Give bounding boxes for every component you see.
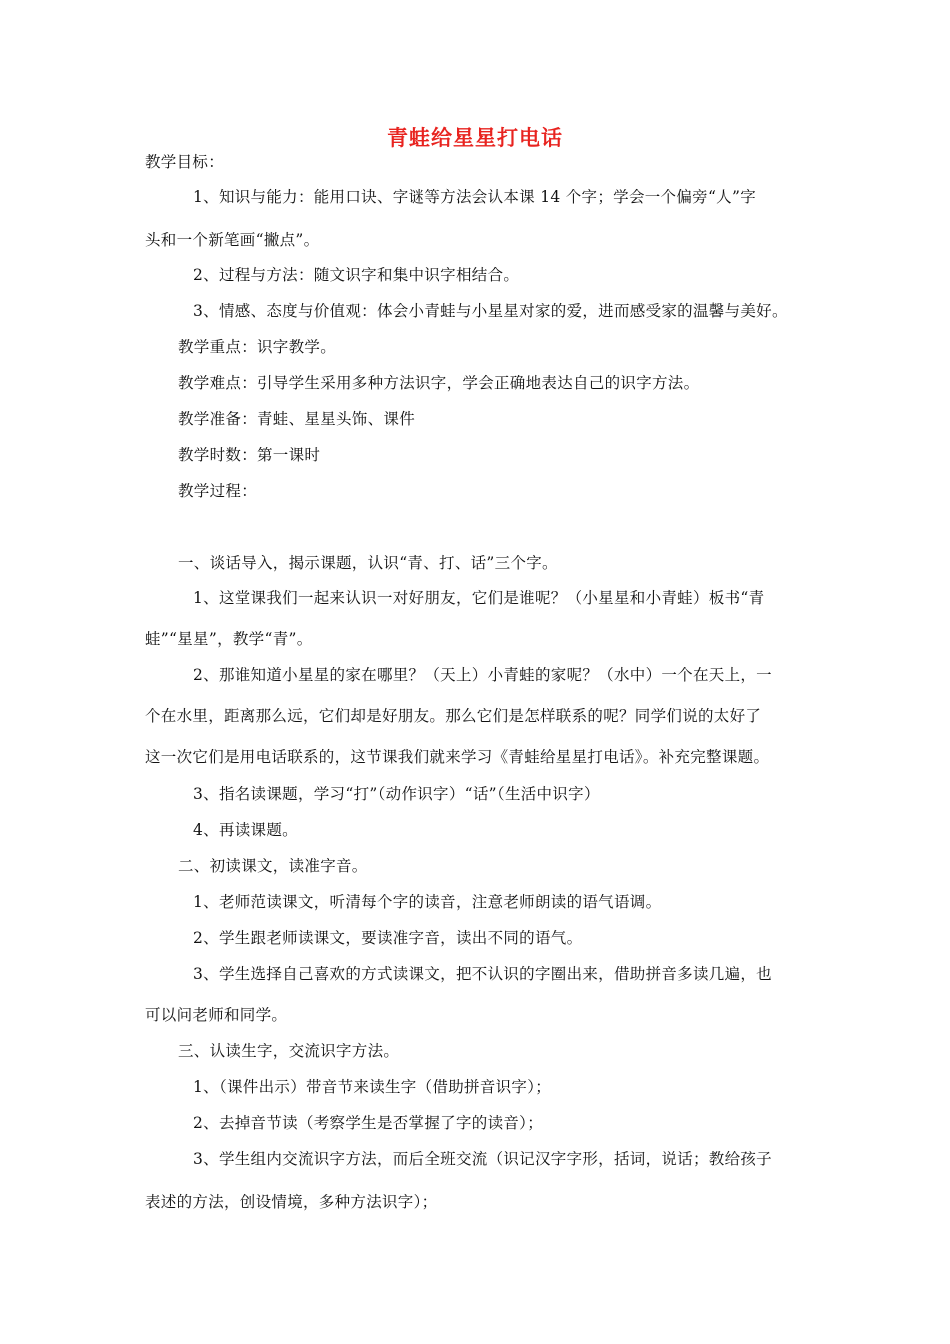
- text-line: 3、情感、态度与价值观：体会小青蛙与小星星对家的爱，进而感受家的温馨与美好。: [193, 302, 788, 320]
- text-line: 教学目标：: [145, 153, 225, 171]
- text-line: 二、初读课文，读准字音。: [178, 857, 368, 875]
- text-line: 表述的方法，创设情境，多种方法识字）；: [145, 1193, 438, 1211]
- text-line: 教学难点：引导学生采用多种方法识字，学会正确地表达自己的识字方法。: [178, 374, 700, 392]
- text-line: 教学重点：识字教学。: [178, 338, 337, 356]
- text-line: 2、那谁知道小星星的家在哪里？（天上）小青蛙的家呢？（水中）一个在天上，一: [193, 666, 772, 684]
- text-line: 可以问老师和同学。: [145, 1006, 288, 1024]
- text-line: 个在水里，距离那么远，它们却是好朋友。那么它们是怎样联系的呢？同学们说的太好了: [145, 707, 762, 725]
- text-line: 3、指名读课题，学习“打”（动作识字）“话”（生活中识字）: [193, 785, 600, 803]
- text-line: 2、去掉音节读（考察学生是否掌握了字的读音）；: [193, 1114, 544, 1132]
- text-line: 头和一个新笔画“撇点”。: [145, 231, 320, 249]
- text-line: 1、（课件出示）带音节来读生字（借助拼音识字）；: [193, 1078, 552, 1096]
- text-line: 1、这堂课我们一起来认识一对好朋友，它们是谁呢？（小星星和小青蛙）板书“青: [193, 589, 765, 607]
- text-line: 4、再读课题。: [193, 821, 298, 839]
- text-line: 1、老师范读课文，听清每个字的读音，注意老师朗读的语气语调。: [193, 893, 662, 911]
- text-line: 教学时数：第一课时: [178, 446, 321, 464]
- text-line: 一、谈话导入，揭示课题，认识“青、打、话”三个字。: [178, 554, 558, 572]
- document-title: 青蛙给星星打电话: [387, 125, 563, 150]
- text-line: 1、知识与能力：能用口诀、字谜等方法会认本课 14 个字；学会一个偏旁“人”字: [193, 188, 756, 206]
- text-line: 2、过程与方法：随文识字和集中识字相结合。: [193, 266, 520, 284]
- text-line: 三、认读生字，交流识字方法。: [178, 1042, 400, 1060]
- text-line: 教学准备：青蛙、星星头饰、课件: [178, 410, 416, 428]
- text-line: 2、学生跟老师读课文，要读准字音，读出不同的语气。: [193, 929, 583, 947]
- text-line: 3、学生组内交流识字方法，而后全班交流（识记汉字字形，括词，说话；教给孩子: [193, 1150, 772, 1168]
- text-line: 蛙”“星星”，教学“青”。: [145, 630, 313, 648]
- text-line: 3、学生选择自己喜欢的方式读课文，把不认识的字圈出来，借助拼音多读几遍，也: [193, 965, 772, 983]
- text-line: 这一次它们是用电话联系的，这节课我们就来学习《青蛙给星星打电话》。补充完整课题。: [145, 748, 770, 766]
- text-line: 教学过程：: [178, 482, 258, 500]
